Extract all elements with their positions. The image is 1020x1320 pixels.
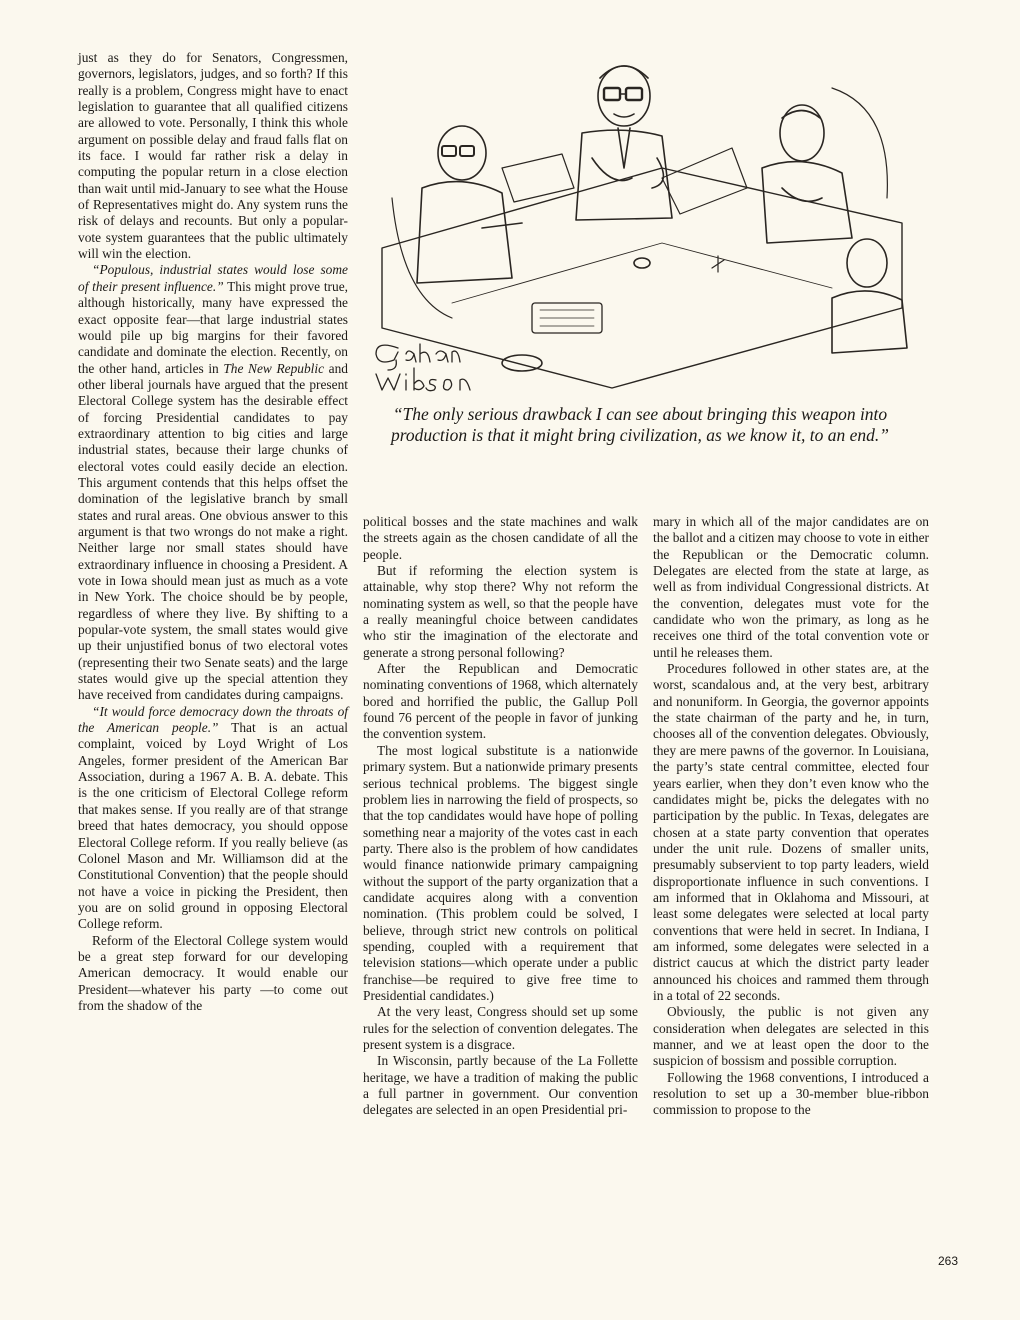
page-number: 263 (938, 1254, 959, 1268)
paragraph: Obviously, the public is not given any consideration when delegates are selected in this manner, and we at least open the door to the suspicion of bossism and possible corruption. (653, 1004, 929, 1069)
paragraph: Procedures followed in other states are, at the worst, scandalous and, at the very best, arbitrary and nonuniform. In Georgia, the governor appoints the state chairman of the party and he, in turn, chooses all of the convention delegates. Obviously, they are mere pawns of the governor. In Louisiana, the party’s state central committee, elected four years earlier, when they don’t even know who the candidates might be, picks the delegates with no participation by the public. In Texas, delegates are chosen at a state party convention that operates under the unit rule. Dozens of smaller units, presumably subservient to top party leaders, wield disproportionate influence in such conventions. I am informed that in Oklahoma and Missouri, at least some delegates were selected at local party conventions that were held in secret. In Indiana, I am informed, some delegates were selected in a district caucus at which the district party leader announced his choices and rammed them through in a total of 22 seconds. (653, 661, 929, 1003)
argument-heading: “Populous, industrial states would lose some of their present influence.” (78, 262, 348, 294)
paragraph-text: This might prove true, although historically, many have expressed the exact opposite fear—that large industrial states would pile up big margins for their favored candidate and dominate the election. Recently, on the other hand, articles in (78, 278, 348, 376)
cartoon-caption: “The only serious drawback I can see about bringing this weapon into production is that it might bring civilization, as we know it, to an end.” (390, 404, 890, 445)
article-column-right (653, 514, 929, 1119)
paragraph: In Wisconsin, partly because of the La Follette heritage, we have a tradition of making the public a full partner in government. Our convention delegates are selected in an open Presidential pri- (363, 1053, 638, 1118)
paragraph: political bosses and the state machines and walk the streets again as the chosen candidate of all the people. (363, 514, 638, 562)
article-column-middle (363, 514, 638, 1119)
paragraph: After the Republican and Democratic nominating conventions of 1968, which alternately bored and horrified the public, the Gallup Poll found 76 percent of the people in favor of junking the convention system. (363, 661, 638, 742)
artist-signature (376, 344, 470, 391)
document-paper (662, 148, 747, 214)
paragraph: Following the 1968 conventions, I introduced a resolution to set up a 30-member blue-ribbon commission to propose to the (653, 1069, 929, 1118)
paragraph-text: That is an actual complaint, voiced by Loyd Wright of Los Angeles, former president of the American Bar Association, during a 1967 A. B. A. debate. This is the one criticism of Electoral College reform that makes sense. If you really are of that strange breed that hates democracy, you should oppose Electoral College reform. If you really believe (as Colonel Mason and Mr. Williamson did at the Constitutional Convention) that the people should not have a voice in picking the President, then you are on solid ground in opposing Electoral College reform. (78, 720, 348, 932)
paragraph-text: and other liberal journals have argued that the present Electoral College system has the desirable effect of forcing Presidential candidates to pay extraordinary attention to big cities and large industrial states, because their large chunks of electoral votes could easily decide an election. This argument contends that this helps offset the domination of the legislative branch by small states and rural areas. One obvious answer to this argument is that two wrongs do not make a right. Neither large nor small states should have extraordinary influence in choosing a President. A vote in Iowa should mean just as much as a vote in New York. The choice should be by people, regardless of where they live. By shifting to a popular-vote system, the small states would give up their unjustified bonus of two electoral votes (representing their two Senate seats) and the large states would give up the special attention they have received from candidates during campaigns. (78, 360, 349, 703)
seated-man-left (392, 126, 522, 318)
seated-man-right (762, 88, 887, 243)
conference-table (382, 168, 902, 388)
cup (634, 258, 650, 268)
paragraph (78, 704, 348, 933)
seated-man-far-right (832, 239, 907, 353)
paragraph: At the very least, Congress should set up some rules for the selection of convention delegates. The present system is a disgrace. (363, 1004, 638, 1052)
article-column-left (78, 50, 348, 1014)
document-paper (502, 154, 574, 202)
paragraph: mary in which all of the major candidates are on the ballot and a citizen may choose to vote in either the Republican or the Democratic column. Delegates are elected from the state at large, as well as from individual Congressional districts. At the convention, delegates must vote for the candidate who won the primary, as long as he receives one third of the total convention vote or until he releases them. (653, 514, 929, 660)
paragraph: Reform of the Electoral College system would be a great step forward for our developing American democracy. It would enable our President—whatever his party —to come out from the shadow of the (78, 932, 348, 1013)
man-with-glasses (576, 66, 672, 220)
paragraph: The most logical substitute is a nationwide primary system. But a nationwide primary presents serious technical problems. The biggest single problem lies in narrowing the field of prospects, so that the top candidates would have hope of polling something near a majority of the votes cast in each party. There also is the problem of how candidates would finance nationwide primary campaigning without the support of the party organization that a candidate acquires along with a convention nomination. (This problem could be solved, I believe, through strict new controls on political spending, coupled with a requirement that television stations—which operate under a public franchise—be required to give free time to Presidential candidates.) (363, 742, 638, 1003)
paragraph (78, 262, 348, 703)
paragraph: just as they do for Senators, Congressmen, governors, legislators, judges, and so forth? If this really is a problem, Congress might have to enact legislation to guarantee that all qualified citizens are allowed to vote. Personally, I think this whole argument on possible delay and fraud falls flat on its face. I would far rather risk a delay in computing the popular return in a close election than wait until mid-January to see what the House of Representatives might do. Any system runs the risk of delays and recounts. But only a popular-vote system guarantees that the public ultimately will win the election. (78, 50, 348, 262)
argument-heading: “It would force democracy down the throats of the American people.” (78, 703, 348, 736)
cartoon-illustration (362, 48, 922, 398)
ashtray (502, 355, 542, 371)
publication-title: The New Republic (223, 360, 325, 376)
paragraph: But if reforming the election system is attainable, why stop there? Why not reform the nominating system as well, so that the people have a really meaningful choice between candidates who stir the imagination of the electorate and generate a strong personal following? (363, 563, 638, 660)
